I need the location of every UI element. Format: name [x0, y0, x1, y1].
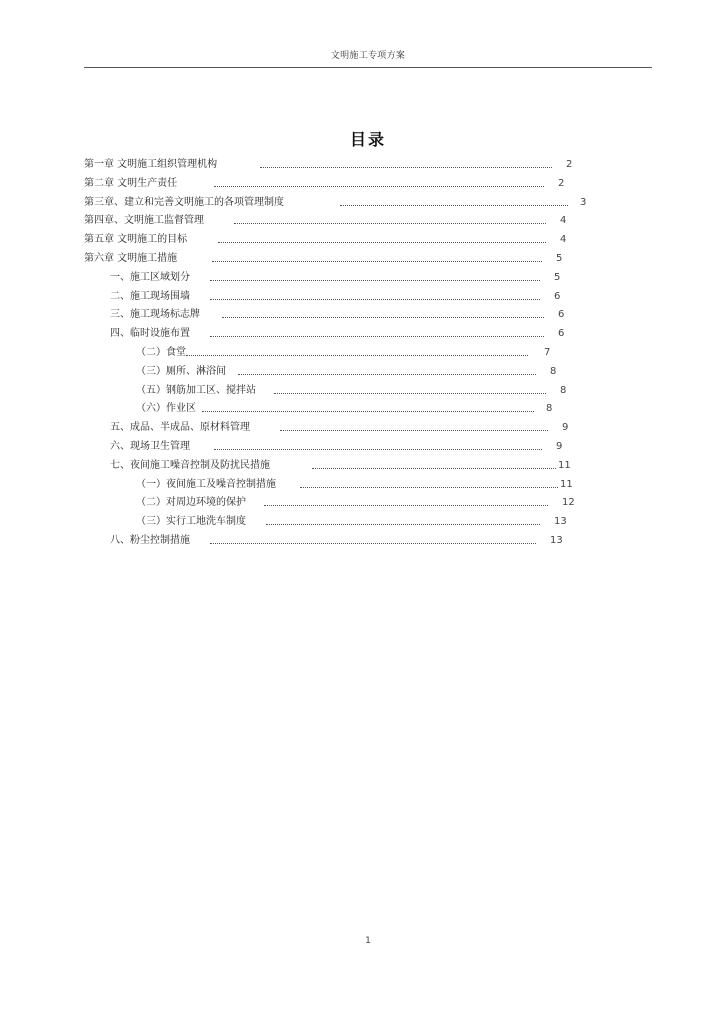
toc-entry[interactable] — [84, 306, 604, 325]
toc-entry-page: 11 — [560, 478, 573, 490]
toc-leader — [210, 280, 540, 281]
toc-leader — [214, 186, 544, 187]
toc-entry-label: 八、粉尘控制措施 — [110, 532, 190, 551]
toc-leader — [266, 524, 540, 525]
toc-leader — [312, 468, 556, 469]
toc-entry-label: （三）实行工地洗车制度 — [136, 513, 246, 532]
toc-entry-page: 9 — [562, 422, 569, 434]
toc-entry[interactable] — [84, 194, 604, 213]
toc-entry[interactable] — [84, 212, 604, 231]
toc-entry-label: 一、施工区域划分 — [110, 269, 190, 288]
toc-entry-page: 4 — [560, 215, 567, 227]
toc-entry-page: 12 — [562, 497, 575, 509]
toc-entry-label: 第一章 文明施工组织管理机构 — [84, 156, 217, 175]
toc-leader — [186, 355, 528, 356]
toc-entry[interactable] — [84, 175, 604, 194]
toc-entry-label: （六）作业区 — [136, 400, 196, 419]
toc-entry-page: 2 — [566, 159, 573, 170]
toc-entry[interactable] — [84, 156, 604, 175]
toc-leader — [214, 449, 542, 450]
toc-leader — [274, 393, 546, 394]
toc-leader — [210, 543, 536, 544]
table-of-contents — [84, 156, 604, 551]
toc-entry-page: 3 — [580, 196, 587, 208]
toc-entry-page: 13 — [554, 516, 567, 528]
toc-leader — [210, 299, 540, 300]
toc-leader — [264, 505, 548, 506]
toc-entry-label: 第二章 文明生产责任 — [84, 175, 177, 194]
toc-entry[interactable] — [84, 363, 604, 382]
toc-leader — [234, 223, 546, 224]
toc-entry[interactable] — [84, 400, 604, 419]
toc-entry-page: 5 — [554, 271, 561, 283]
toc-entry[interactable] — [84, 269, 604, 288]
toc-entry-page: 8 — [560, 384, 567, 396]
toc-entry[interactable] — [84, 494, 604, 513]
toc-entry[interactable] — [84, 344, 604, 363]
toc-entry-page: 9 — [556, 440, 563, 452]
toc-entry-page: 6 — [558, 309, 565, 321]
toc-entry[interactable] — [84, 532, 604, 551]
toc-entry-label: （一）夜间施工及噪音控制措施 — [136, 476, 276, 495]
toc-entry-label: 五、成品、半成品、原材料管理 — [110, 419, 250, 438]
toc-entry-page: 6 — [554, 290, 561, 302]
toc-leader — [280, 430, 548, 431]
toc-entry-page: 5 — [556, 252, 563, 264]
toc-entry[interactable] — [84, 231, 604, 250]
toc-entry-label: 六、现场卫生管理 — [110, 438, 190, 457]
toc-leader — [212, 261, 542, 262]
page-number: 1 — [365, 936, 371, 946]
toc-entry-label: 第四章、文明施工监督管理 — [84, 212, 204, 231]
toc-entry[interactable] — [84, 325, 604, 344]
toc-entry-page: 6 — [558, 328, 565, 340]
toc-leader — [260, 167, 552, 168]
toc-leader — [202, 411, 534, 412]
toc-entry-page: 4 — [560, 234, 567, 246]
toc-entry-page: 8 — [550, 365, 557, 377]
toc-entry[interactable] — [84, 288, 604, 307]
toc-entry-page: 13 — [550, 534, 563, 546]
toc-entry-page: 2 — [558, 177, 565, 189]
toc-entry[interactable] — [84, 250, 604, 269]
toc-leader — [222, 317, 544, 318]
toc-entry[interactable] — [84, 457, 604, 476]
toc-entry-label: 二、施工现场围墙 — [110, 288, 190, 307]
toc-entry-label: 三、施工现场标志牌 — [110, 306, 200, 325]
toc-entry[interactable] — [84, 382, 604, 401]
toc-entry-label: （二）食堂 — [136, 344, 186, 363]
toc-entry-label: 第三章、建立和完善文明施工的各项管理制度 — [84, 194, 284, 213]
running-header: 文明施工专项方案 — [330, 51, 406, 61]
toc-entry-page: 7 — [544, 346, 551, 358]
toc-entry-label: （二）对周边环境的保护 — [136, 494, 246, 513]
toc-entry-label: 七、夜间施工噪音控制及防扰民措施 — [110, 457, 270, 476]
toc-leader — [218, 242, 546, 243]
toc-entry-label: （三）厕所、淋浴间 — [136, 363, 226, 382]
toc-leader — [238, 374, 536, 375]
toc-leader — [210, 336, 544, 337]
toc-entry-label: 四、临时设施布置 — [110, 325, 190, 344]
toc-entry-label: （五）钢筋加工区、搅拌站 — [136, 382, 256, 401]
toc-title: 目录 — [349, 130, 386, 149]
toc-entry-label: 第五章 文明施工的目标 — [84, 231, 187, 250]
toc-leader — [340, 205, 568, 206]
header-rule — [84, 67, 652, 68]
toc-entry[interactable] — [84, 476, 604, 495]
toc-entry-label: 第六章 文明施工措施 — [84, 250, 177, 269]
toc-entry-page: 8 — [546, 403, 553, 415]
toc-entry[interactable] — [84, 513, 604, 532]
toc-entry-page: 11 — [558, 459, 571, 471]
toc-leader — [300, 487, 558, 488]
toc-entry[interactable] — [84, 419, 604, 438]
toc-entry[interactable] — [84, 438, 604, 457]
